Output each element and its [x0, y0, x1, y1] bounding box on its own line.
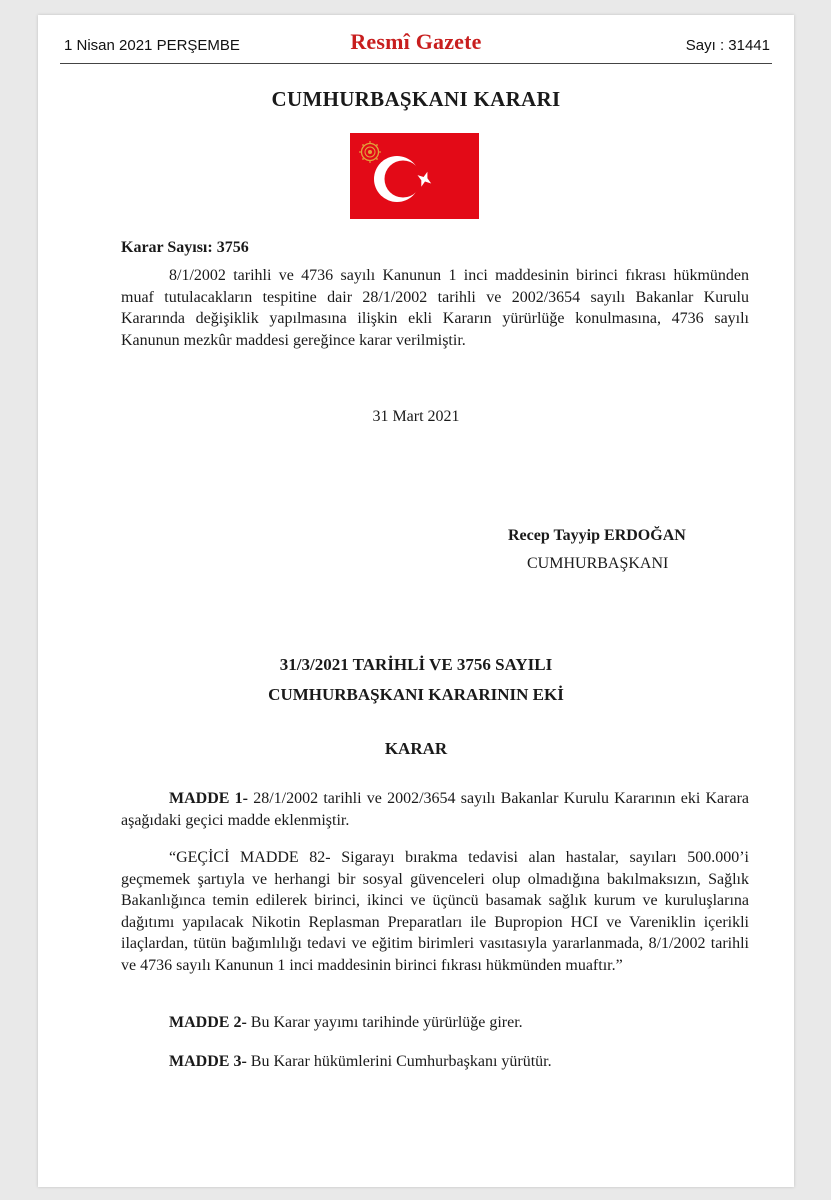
gazette-header	[38, 15, 794, 65]
header-issue-number: Sayı : 31441	[685, 37, 770, 54]
gazette-page	[38, 15, 794, 1187]
header-date: 1 Nisan 2021 PERŞEMBE	[64, 37, 240, 54]
annex-title-line-1: 31/3/2021 TARİHLİ VE 3756 SAYILI	[279, 655, 553, 674]
temporary-article-82-text: “GEÇİCİ MADDE 82- Sigarayı bırakma tedavisi alan hastalar, sayıları 500.000’i geçmemek şartıyla ve herhangi bir sosyal güvenceleri olup olmadığına bakılmaksızın, Sağlık Bakanlığınca temin edilerek birinci, ikinci ve üçüncü basamak sağlık kurum ve kuruluşlarına dağıtımı yapılacak Nikotin Replasman Preparatları ile Bupropion HCI ve Vareniklin içerikli ilaçlardan, tütün bağımlılığı tedavi ve eğitim birimleri vasıtasıyla yararlanmada, 8/1/2002 tarihli ve 4736 sayılı Kanunun 1 inci maddesinin birinci fıkrası hükmünden muaftır.”	[121, 849, 749, 974]
article-3-paragraph	[121, 1051, 749, 1073]
article-2-text: Bu Karar yayımı tarihinde yürürlüğe girer.	[246, 1014, 523, 1031]
preamble-paragraph	[121, 265, 749, 351]
header-divider	[60, 63, 772, 64]
gazette-name: Resmî Gazete	[350, 29, 482, 54]
document-title: CUMHURBAŞKANI KARARI	[271, 87, 561, 111]
article-1-label: MADDE 1-	[169, 790, 248, 807]
article-2-label: MADDE 2-	[169, 1014, 247, 1031]
article-1-text: 28/1/2002 tarihli ve 2002/3654 sayılı Bakanlar Kurulu Kararının eki Karara aşağıdaki geçici madde eklenmiştir.	[121, 790, 750, 829]
decision-number: Karar Sayısı: 3756	[121, 239, 249, 256]
signatory-name: Recep Tayyip ERDOĞAN	[508, 527, 686, 544]
temporary-article-82-paragraph	[121, 847, 749, 976]
article-3-label: MADDE 3-	[169, 1053, 247, 1070]
signatory-title: CUMHURBAŞKANI	[527, 555, 669, 572]
preamble-text: 8/1/2002 tarihli ve 4736 sayılı Kanunun 1 inci maddesinin birinci fıkrası hükmünden muaf tutulacakların tespitine dair 28/1/2002 tarihli ve 2002/3654 sayılı Bakanlar Kurulu Kararında değişiklik yapılmasına ilişkin ekli Kararın yürürlüğe konulmasına, 4736 sayılı Kanunun mezkûr maddesi gereğince karar verilmiştir.	[121, 267, 749, 349]
annex-heading: KARAR	[384, 739, 448, 758]
turkish-flag-icon	[350, 133, 479, 219]
article-2-paragraph	[121, 1012, 749, 1034]
decision-date: 31 Mart 2021	[372, 408, 460, 425]
annex-title-line-2: CUMHURBAŞKANI KARARININ EKİ	[268, 685, 564, 704]
article-3-text: Bu Karar hükümlerini Cumhurbaşkanı yürütür.	[246, 1053, 552, 1070]
article-1-paragraph	[121, 788, 749, 831]
